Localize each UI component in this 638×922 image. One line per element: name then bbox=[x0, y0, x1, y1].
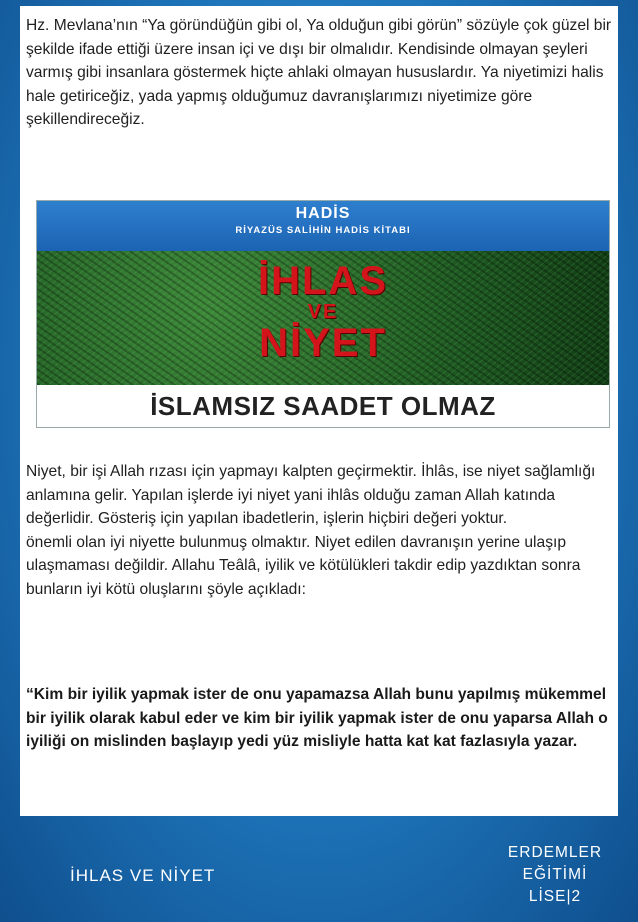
footer-course-line-3: LİSE|2 bbox=[528, 888, 582, 905]
body-paragraph-1: Niyet, bir işi Allah rızası için yapmayı kalpten geçirmektir. İhlâs, ise niyet sağlamlığı anlamına gelir. Yapılan işlerde iyi niyet yani ihlâs olduğu zaman Allah katında değerlidir. Gösteriş için yapılan ibadetlerin, işlerin hiçbiri değeri yoktur. bbox=[26, 463, 596, 528]
banner-word-ihlas: İHLAS bbox=[258, 259, 388, 303]
footer-course-line-1: ERDEMLER bbox=[507, 844, 603, 861]
intro-paragraph: Hz. Mevlana’nın “Ya göründüğün gibi ol, Ya olduğun gibi görün” sözüyle çok güzel bir şekilde ifade ettiği üzere insan içi ve dışı bir olmalıdır. Kendisinde olmayan şeyleri varmış gibi insanlara göstermek hiçte ahlaki olmayan hususlardır. Ya niyetimizi halis hale getiriceğiz, yada yapmış olduğumuz davranışlarımızı niyetimize göre şekillendireceğiz. bbox=[26, 17, 612, 129]
banner-subtitle: RİYAZÜS SALİHİN HADİS KİTABI bbox=[235, 225, 411, 236]
banner-title: HADİS bbox=[295, 205, 351, 222]
footer-course-line-2: EĞİTİMİ bbox=[522, 866, 588, 883]
banner-header bbox=[37, 201, 609, 251]
hadith-banner-image bbox=[36, 200, 610, 428]
banner-word-ve: VE bbox=[307, 301, 339, 323]
body-text bbox=[26, 460, 614, 602]
banner-slogan: İSLAMSIZ SAADET OLMAZ bbox=[37, 385, 609, 427]
footer-course-label bbox=[500, 842, 610, 908]
body-paragraph-2: önemli olan iyi niyette bulunmuş olmaktır. Niyet edilen davranışın yerine ulaşıp ulaşmaması değildir. Allahu Teâlâ, iyilik ve kötülükleri takdir edip yazdıktan sonra bunların iyi kötü oluşlarını şöyle açıkladı: bbox=[26, 533, 581, 598]
footer-topic-title: İHLAS VE NİYET bbox=[70, 866, 216, 885]
hadith-quote: “Kim bir iyilik yapmak ister de onu yapamazsa Allah bunu yapılmış mükemmel bir iyilik olarak kabul eder ve kim bir iyilik yapmak ister de onu yaparsa Allah o iyiliği on mislinden başlayıp yedi yüz misliyle hatta kat kat fazlasıyla yazar. bbox=[26, 686, 608, 751]
banner-grass-background bbox=[37, 251, 609, 385]
banner-word-niyet: NİYET bbox=[259, 321, 387, 365]
